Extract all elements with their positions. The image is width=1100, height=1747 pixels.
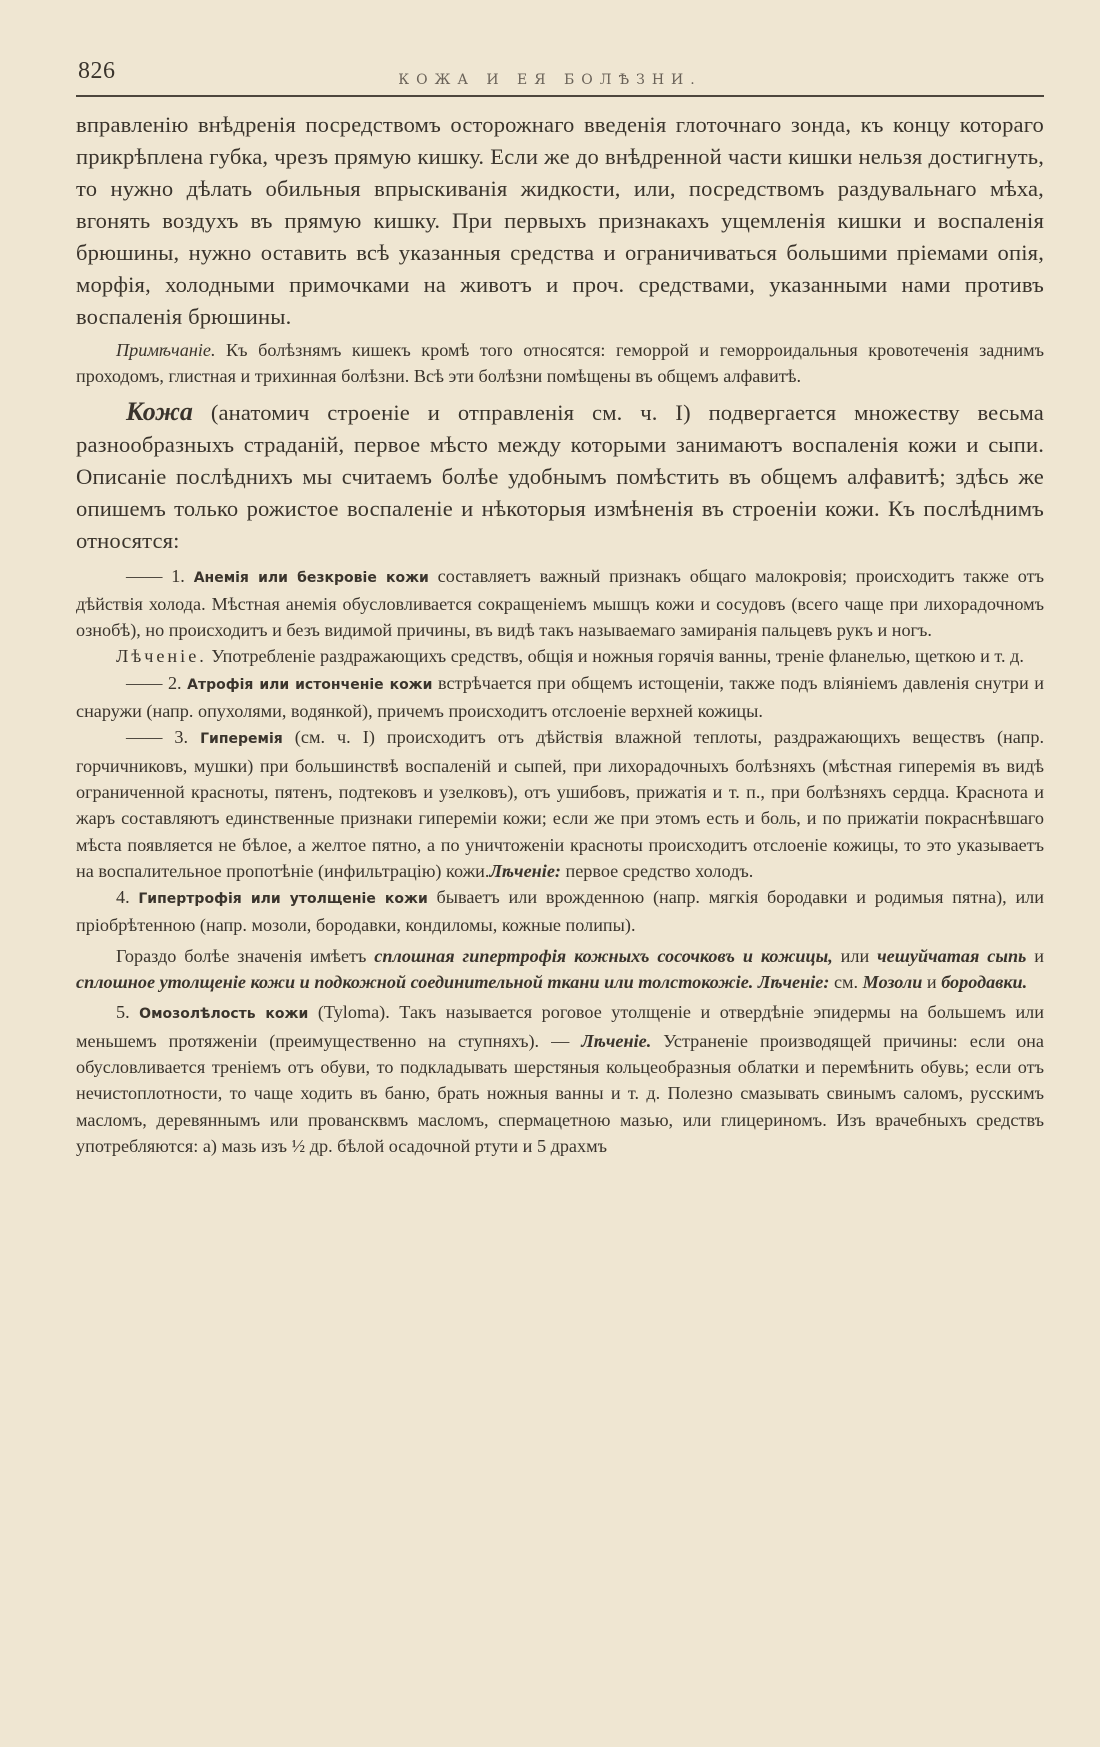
item-1-text: составляетъ важный признакъ общаго малокровія; происходитъ также отъ дѣйствія холода. Мѣстная анемія обусловливается сокращеніемъ мышцъ кожи и сосудовъ (всего чаще при лихорадочномъ ознобѣ), но происходитъ и безъ видимой причины, въ видѣ такъ называемаго замиранія пальцевъ рукъ и ногъ. [76, 565, 1044, 641]
kozha-text: (анатомич строеніе и отправленія см. ч. I) подвергается множеству весьма разнообразныхъ страданій, первое мѣсто между которыми занимаютъ воспаленія кожи и сыпи. Описаніе послѣднихъ мы считаемъ болѣе удобнымъ помѣстить въ общемъ алфавитѣ; здѣсь же опишемъ только рожистое воспаленіе и нѣкоторыя измѣненія въ строеніи кожи. Къ послѣднимъ относятся: [76, 399, 1044, 553]
item-5-lead: 5. [116, 1002, 140, 1023]
note-text: Къ болѣзнямъ кишекъ кромѣ того относятся: геморрой и геморроидальныя кровотеченія заднимъ проходомъ, глистная и трихинная болѣзни. Всѣ эти болѣзни помѣщены въ общемъ алфавитѣ. [76, 340, 1044, 387]
thickening-treatment-label: Лѣченіе: [757, 972, 830, 993]
item-2-atrophy [76, 670, 1044, 725]
thickening-text-i: см. [829, 972, 863, 993]
item-5-treatment-label: Лѣченіе. [581, 1030, 652, 1051]
thickening-term-1: сплошная гипертрофія кожныхъ сосочковъ и кожицы, [374, 945, 833, 966]
kozha-paragraph [76, 396, 1044, 557]
item-2-heading: Атрофія или истонченіе кожи [187, 676, 433, 693]
header-rule [76, 95, 1044, 97]
item-1-lead: —— 1. [126, 565, 194, 586]
item-5-heading: Омозолѣлость кожи [139, 1006, 309, 1023]
thickening-text-k: и [922, 972, 942, 993]
treatment-label: Лѣченіе. [116, 646, 207, 667]
kozha-term: Кожа [126, 396, 194, 426]
item-4-lead: 4. [116, 887, 139, 908]
item-2-text: встрѣчается при общемъ истощеніи, также подъ вліяніемъ давленія снутри и снаружи (напр. опухолями, водянкой), причемъ происходитъ отслоеніе верхней кожицы. [76, 672, 1045, 722]
page-number: 826 [78, 58, 116, 84]
item-4-text: бываетъ или врожденною (напр. мягкія бородавки и родимыя пятна), или пріобрѣтенною (напр. мозоли, бородавки, кондиломы, кожные полипы). [76, 887, 1044, 936]
item-3-heading: Гиперемія [200, 731, 283, 748]
item-3-treatment-label: Лѣченіе: [489, 860, 561, 881]
item-5-text: (Tyloma). Такъ называется роговое утолщеніе и отвердѣніе эпидермы на большемъ или меньшемъ протяженіи (преимущественно на ступняхъ). — [76, 1002, 1044, 1051]
item-2-lead: —— 2. [126, 672, 188, 693]
item-3-hyperemia [76, 724, 1044, 884]
note-label: Примѣчаніе. [116, 340, 216, 360]
item-1-anemia [76, 563, 1044, 644]
item-3-treatment-text: первое средство холодъ. [560, 860, 754, 881]
item-3-text: (см. ч. I) происходитъ отъ дѣйствія влажной теплоты, раздражающихъ веществъ (напр. горчичниковъ, мушки) при большинствѣ воспаленій и сыпей, при лихорадочныхъ болѣзняхъ (мѣстная гиперемія въ видѣ ограниченной красноты, пятенъ, подтековъ и узелковъ), отъ ушибовъ, прижатія и т. п., при болѣзняхъ сердца. Краснота и жаръ составляютъ единственные признаки гипереміи кожи; если же при этомъ есть и боль, и по прижатіи покраснѣвшаго мѣста появляется не бѣлое, а желтое пятно, а по уничтоженіи красноты происходитъ отслоеніе кожицы, то это указываетъ на воспалительное пропотѣніе (инфильтрацію) кожи. [76, 727, 1044, 881]
paragraph-continuation: вправленію внѣдренія посредствомъ осторожнаго введенія глоточнаго зонда, къ концу котораго прикрѣплена губка, чрезъ прямую кишку. Если же до внѣдренной части кишки нельзя достигнуть, то нужно дѣлать обильныя впрыскиванія жидкости, или, посредствомъ раздувальнаго мѣха, вгонять воздухъ въ прямую кишку. При первыхъ признакахъ ущемленія кишки и воспаленія брюшины, нужно оставить всѣ указанныя средства и ограничиваться большими пріемами опія, морфія, холодными примочками на животъ и проч. средствами, указанными нами противъ воспаленія брюшины. [76, 112, 1044, 329]
thickening-text-c: или [832, 945, 878, 966]
item-5-tyloma [76, 999, 1044, 1159]
thickening-text-e: и [1026, 945, 1045, 966]
note-paragraph [76, 337, 1044, 390]
item-5-treatment-text: Устраненіе производящей причины: если она обусловливается треніемъ отъ обуви, то подкладывать шерстяныя кольцеобразныя облатки и перемѣнить обувь; если отъ нечистоплотности, то чаще ходить въ баню, брать ножныя ванны и т. д. Полезно смазывать свинымъ саломъ, русскимъ масломъ, деревяннымъ или провансквмъ масломъ, спермацетною мазью, или глицериномъ. Изъ врачебныхъ средствъ употребляются: а) мазь изъ ½ др. бѣлой осадочной ртути и 5 драхмъ [76, 1030, 1044, 1156]
thickening-term-3: сплошное утолщеніе кожи и подкожной соединительной ткани или толстокожіе. [76, 972, 754, 993]
treatment-anemia [76, 643, 1044, 669]
item-3-lead: —— 3. [126, 727, 201, 748]
paragraph-thickening [76, 943, 1044, 996]
treatment-text: Употребленіе раздражающихъ средствъ, общія и ножныя горячія ванны, треніе фланелью, щеткою и т. д. [206, 646, 1024, 667]
thickening-ref-2: бородавки. [941, 972, 1028, 993]
item-1-heading: Анемія или безкровіе кожи [193, 569, 429, 586]
item-4-hypertrophy [76, 884, 1044, 939]
item-4-heading: Гипертрофія или утолщеніе кожи [138, 891, 428, 908]
running-title: КОЖА И ЕЯ БОЛѢЗНИ. [398, 72, 702, 88]
thickening-ref-1: Мозоли [862, 972, 923, 993]
thickening-term-2: чешуйчатая сыпь [877, 945, 1027, 966]
thickening-text-a: Гораздо болѣе значенія имѣетъ [116, 945, 375, 966]
